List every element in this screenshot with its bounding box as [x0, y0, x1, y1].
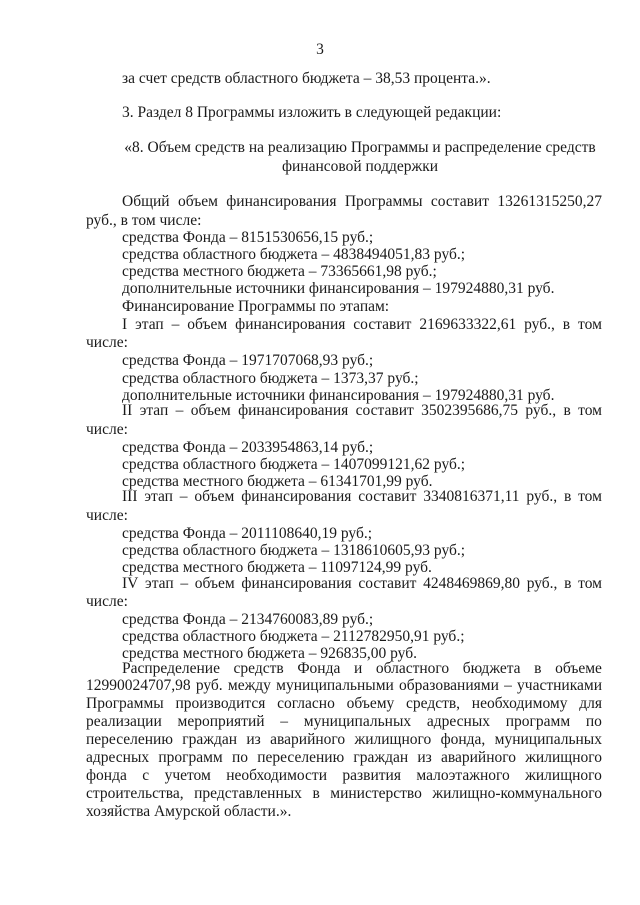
word: том	[578, 316, 602, 333]
stage-4-item-fund: средства Фонда – 2134760083,89 руб.;	[122, 611, 374, 628]
section-heading: 3. Раздел 8 Программы изложить в следующей редакции:	[122, 104, 502, 121]
word: малоэтажного	[416, 767, 510, 784]
stage-2-item-regional: средства областного бюджета – 1407099121,62 руб.;	[122, 456, 466, 473]
distribution-line-7	[86, 767, 602, 785]
word: Программы	[344, 193, 423, 210]
stage-3-item-local: средства местного бюджета – 11097124,99 руб.	[122, 559, 432, 576]
distribution-last-line: хозяйства Амурской области.».	[86, 803, 292, 820]
word: учетом	[164, 767, 211, 784]
word: необходимости	[226, 767, 327, 784]
word: аварийного	[441, 749, 516, 766]
stage-2-cont: числе:	[86, 421, 128, 438]
word: адресных	[86, 749, 150, 766]
stage-1-cont: числе:	[86, 334, 128, 351]
word: бюджета	[462, 660, 521, 677]
word: объем	[187, 316, 228, 333]
distribution-line-3	[86, 695, 602, 713]
word: в	[312, 785, 320, 802]
word: Общий	[122, 193, 170, 210]
word: фонда	[86, 767, 127, 784]
total-item-additional: дополнительные источники финансирования – 197924880,31 руб.	[122, 280, 555, 297]
word: финансирования	[238, 402, 349, 419]
section-title-line-2: финансовой поддержки	[281, 158, 439, 175]
word: переселению	[257, 749, 345, 766]
word: согласно	[277, 695, 335, 712]
word: руб.,	[524, 316, 555, 333]
word: руб.,	[525, 402, 557, 419]
word: муниципальных	[494, 731, 602, 748]
word: для	[579, 695, 602, 712]
word: средств,	[406, 695, 461, 712]
total-item-fund: средства Фонда – 8151530656,15 руб.;	[122, 229, 374, 246]
word: 3340816371,11	[423, 488, 520, 505]
word: этап	[135, 316, 164, 333]
word: развития	[342, 767, 401, 784]
word: IV	[122, 575, 139, 592]
word: руб.	[195, 677, 223, 694]
word: составит	[358, 575, 417, 592]
word: объем	[190, 402, 231, 419]
word: жилищно-коммунального	[432, 785, 602, 802]
word: 4248469869,80	[423, 575, 520, 592]
word: руб.,	[526, 575, 558, 592]
word: составит	[353, 316, 412, 333]
total-line-1	[122, 193, 602, 211]
word: необходимому	[471, 695, 568, 712]
word: объему	[346, 695, 395, 712]
stage-3-item-regional: средства областного бюджета – 1318610605,93 руб.;	[122, 542, 466, 559]
word: из	[246, 731, 261, 748]
word: производится	[175, 695, 266, 712]
word: в	[563, 488, 572, 505]
word: Фонда	[297, 660, 341, 677]
word: составит	[430, 193, 489, 210]
stage-1-item-regional: средства областного бюджета – 1373,37 руб.;	[122, 370, 419, 387]
word: жилищного	[354, 731, 432, 748]
word: –	[171, 316, 180, 333]
word: финансирования	[226, 193, 337, 210]
word: 13261315250,27	[497, 193, 602, 210]
word: граждан	[353, 749, 409, 766]
word: областного	[375, 660, 450, 677]
word: по	[585, 713, 602, 730]
word: II	[122, 402, 133, 419]
distribution-line-6	[86, 749, 602, 767]
word: составит	[358, 488, 417, 505]
word: между	[227, 677, 271, 694]
word: переселению	[86, 731, 173, 748]
word: в	[534, 660, 542, 677]
word: мероприятий	[177, 713, 265, 730]
intro-line: за счет средств областного бюджета – 38,53 процента.».	[122, 70, 491, 87]
word: том	[578, 488, 602, 505]
word: 2169633322,61	[419, 316, 517, 333]
word: строительства,	[86, 785, 184, 802]
total-item-regional: средства областного бюджета – 4838494051,83 руб.;	[122, 246, 466, 263]
word: жилищного	[525, 749, 602, 766]
word: объеме	[555, 660, 602, 677]
word: программ	[505, 713, 571, 730]
word: средств	[233, 660, 284, 677]
word: фонда,	[440, 731, 486, 748]
word: граждан	[182, 731, 238, 748]
word: этап	[144, 488, 173, 505]
stages-heading: Финансирование Программы по этапам:	[122, 298, 390, 315]
word: муниципальных	[303, 713, 412, 730]
stage-2-line	[122, 402, 602, 420]
word: объем	[177, 193, 218, 210]
page-number: 3	[316, 41, 324, 58]
word: том	[578, 402, 602, 419]
word: из	[417, 749, 432, 766]
word: в	[562, 316, 571, 333]
word: –	[280, 713, 289, 730]
word: представленных	[194, 785, 302, 802]
distribution-line-5	[86, 731, 602, 749]
distribution-line-2	[86, 677, 602, 695]
word: аварийного	[270, 731, 346, 748]
word: участниками	[517, 677, 602, 694]
word: финансирования	[241, 575, 352, 592]
word: 3502395686,75	[421, 402, 518, 419]
stage-2-item-local: средства местного бюджета – 61341701,99 руб.	[122, 473, 433, 490]
stage-3-line	[122, 488, 602, 506]
word: –	[504, 677, 512, 694]
word: адресных	[426, 713, 490, 730]
word: министерство	[330, 785, 422, 802]
word: в	[564, 575, 572, 592]
word: реализации	[86, 713, 162, 730]
stage-3-item-fund: средства Фонда – 2011108640,19 руб.;	[122, 525, 373, 542]
word: –	[179, 488, 188, 505]
word: программ	[158, 749, 223, 766]
word: Программы	[86, 695, 164, 712]
stage-4-line	[122, 575, 602, 593]
word: –	[175, 402, 184, 419]
stage-4-item-regional: средства областного бюджета – 2112782950,91 руб.;	[122, 628, 465, 645]
stage-1-item-fund: средства Фонда – 1971707068,93 руб.;	[122, 352, 374, 369]
distribution-line-4	[86, 713, 602, 731]
word: этап	[145, 575, 174, 592]
total-item-local: средства местного бюджета – 73365661,98 руб.;	[122, 263, 437, 280]
stage-1-line	[122, 316, 602, 334]
word: 12990024707,98	[86, 677, 191, 694]
stage-3-cont: числе:	[86, 507, 128, 524]
distribution-line-8	[86, 785, 602, 803]
word: объем	[194, 488, 235, 505]
word: жилищного	[525, 767, 602, 784]
stage-4-item-local: средства местного бюджета – 926835,00 руб.	[122, 645, 417, 662]
word: руб.,	[526, 488, 558, 505]
distribution-line-1	[122, 660, 602, 678]
word: Распределение	[122, 660, 220, 677]
word: составит	[355, 402, 414, 419]
word: объем	[194, 575, 235, 592]
word: и	[353, 660, 363, 677]
stage-4-cont: числе:	[86, 593, 128, 610]
word: том	[578, 575, 602, 592]
word: III	[122, 488, 138, 505]
word: финансирования	[241, 488, 352, 505]
total-line-2: руб., в том числе:	[86, 212, 202, 229]
word: –	[180, 575, 189, 592]
word: I	[122, 316, 128, 333]
word: в	[563, 402, 571, 419]
word: с	[142, 767, 150, 784]
stage-1-item-additional: дополнительные источники финансирования – 197924880,31 руб.	[122, 387, 555, 404]
word: по	[231, 749, 249, 766]
word: финансирования	[235, 316, 346, 333]
word: образованиями	[399, 677, 499, 694]
word: этап	[139, 402, 169, 419]
section-title-line-1: «8. Объем средств на реализацию Программы и распределение средств	[124, 139, 596, 156]
stage-2-item-fund: средства Фонда – 2033954863,14 руб.;	[122, 439, 374, 456]
word: муниципальными	[276, 677, 394, 694]
